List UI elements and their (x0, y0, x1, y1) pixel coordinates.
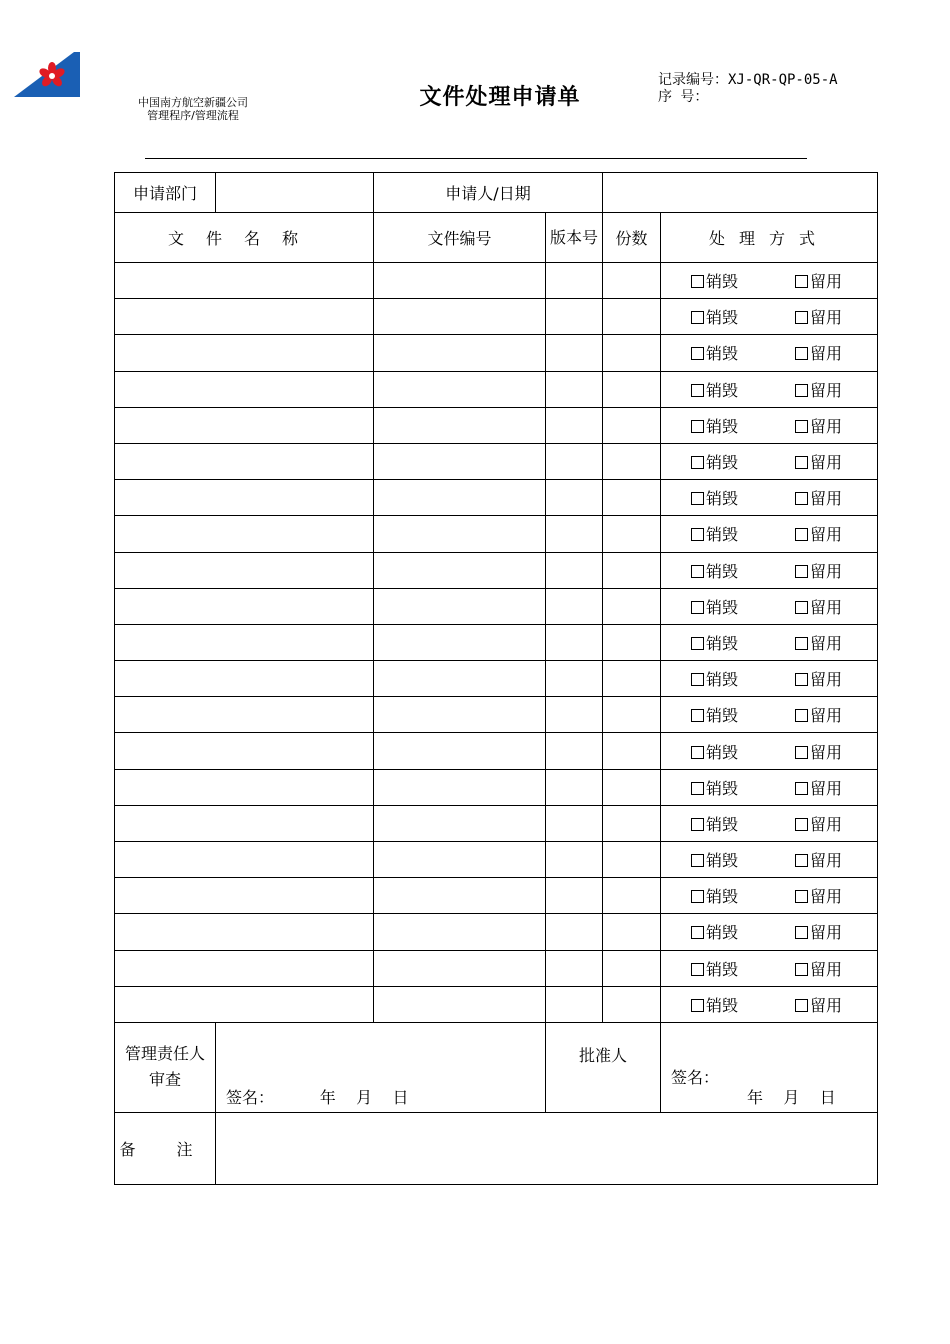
file-name-cell[interactable] (115, 443, 374, 479)
keep-checkbox[interactable] (795, 746, 808, 759)
destroy-label: 销毁 (706, 814, 739, 834)
file-no-cell[interactable] (374, 407, 546, 443)
record-info (658, 72, 838, 106)
version-cell[interactable] (546, 443, 603, 479)
file-name-cell[interactable] (115, 263, 374, 299)
version-cell[interactable] (546, 480, 603, 516)
destroy-label: 销毁 (706, 344, 739, 364)
file-processing-form (114, 172, 878, 1185)
copies-cell[interactable] (603, 516, 661, 552)
file-name-cell[interactable] (115, 335, 374, 371)
company-logo (14, 52, 80, 98)
approver-label: 批准人 (578, 1045, 627, 1065)
version-cell[interactable] (546, 805, 603, 841)
apply-dept-label: 申请部门 (115, 173, 216, 213)
keep-option[interactable] (795, 381, 842, 400)
destroy-label: 销毁 (706, 706, 739, 726)
destroy-checkbox[interactable] (691, 637, 704, 650)
file-row (115, 371, 878, 407)
keep-checkbox[interactable] (795, 601, 808, 614)
keep-option[interactable] (795, 489, 842, 508)
destroy-label: 销毁 (706, 597, 739, 617)
keep-checkbox[interactable] (795, 926, 808, 939)
destroy-checkbox[interactable] (691, 601, 704, 614)
keep-option[interactable] (795, 562, 842, 581)
version-cell[interactable] (546, 588, 603, 624)
page-title: 文件处理申请单 (419, 85, 581, 110)
keep-label: 留用 (810, 959, 843, 979)
method-cell (661, 805, 878, 841)
destroy-label: 销毁 (706, 416, 739, 436)
keep-option[interactable] (795, 525, 842, 544)
method-cell (661, 914, 878, 950)
keep-option[interactable] (795, 272, 842, 291)
version-cell[interactable] (546, 986, 603, 1022)
review-label: 管理责任人审查 (115, 1022, 216, 1112)
destroy-checkbox[interactable] (691, 311, 704, 324)
file-row (115, 516, 878, 552)
copies-cell[interactable] (603, 805, 661, 841)
copies-cell[interactable] (603, 443, 661, 479)
header-rule (145, 158, 807, 159)
version-cell[interactable] (546, 661, 603, 697)
file-no-cell[interactable] (374, 986, 546, 1022)
file-row (115, 697, 878, 733)
copies-cell[interactable] (603, 769, 661, 805)
keep-checkbox[interactable] (795, 709, 808, 722)
destroy-option[interactable] (661, 703, 795, 726)
version-cell[interactable] (546, 299, 603, 335)
file-no-cell[interactable] (374, 842, 546, 878)
file-row (115, 769, 878, 805)
file-name-cell[interactable] (115, 371, 374, 407)
method-cell (661, 697, 878, 733)
keep-checkbox[interactable] (795, 311, 808, 324)
review-sign-field[interactable] (216, 1022, 546, 1112)
keep-checkbox[interactable] (795, 420, 808, 433)
keep-label: 留用 (810, 814, 843, 834)
version-cell[interactable] (546, 697, 603, 733)
file-name-cell[interactable] (115, 661, 374, 697)
keep-label: 留用 (810, 742, 843, 762)
file-name-cell[interactable] (115, 950, 374, 986)
keep-checkbox[interactable] (795, 384, 808, 397)
file-no-cell[interactable] (374, 733, 546, 769)
version-cell[interactable] (546, 769, 603, 805)
keep-label: 留用 (810, 380, 843, 400)
keep-checkbox[interactable] (795, 999, 808, 1012)
keep-option[interactable] (795, 743, 842, 762)
destroy-label: 销毁 (706, 525, 739, 545)
file-name-cell[interactable] (115, 878, 374, 914)
file-row (115, 588, 878, 624)
approver-sign-field[interactable] (661, 1022, 878, 1112)
keep-label: 留用 (810, 995, 843, 1015)
destroy-option[interactable] (661, 559, 795, 582)
file-row (115, 624, 878, 660)
copies-cell[interactable] (603, 552, 661, 588)
destroy-option[interactable] (661, 920, 795, 943)
file-no-cell[interactable] (374, 443, 546, 479)
destroy-checkbox[interactable] (691, 420, 704, 433)
destroy-checkbox[interactable] (691, 782, 704, 795)
keep-label: 留用 (810, 923, 843, 943)
remark-label: 备 注 (115, 1112, 216, 1184)
applicant-date-field[interactable] (603, 173, 878, 213)
keep-label: 留用 (810, 453, 843, 473)
copies-cell[interactable] (603, 950, 661, 986)
keep-label: 留用 (810, 706, 843, 726)
destroy-checkbox[interactable] (691, 818, 704, 831)
method-cell (661, 842, 878, 878)
file-name-cell[interactable] (115, 733, 374, 769)
file-row (115, 263, 878, 299)
file-no-cell[interactable] (374, 624, 546, 660)
file-no-cell[interactable] (374, 516, 546, 552)
file-row (115, 443, 878, 479)
copies-cell[interactable] (603, 263, 661, 299)
version-cell[interactable] (546, 624, 603, 660)
keep-label: 留用 (810, 344, 843, 364)
copies-cell[interactable] (603, 480, 661, 516)
keep-checkbox[interactable] (795, 890, 808, 903)
keep-option[interactable] (795, 960, 842, 979)
keep-option[interactable] (795, 634, 842, 653)
destroy-option[interactable] (661, 740, 795, 763)
copies-cell[interactable] (603, 733, 661, 769)
version-cell[interactable] (546, 842, 603, 878)
file-row (115, 914, 878, 950)
file-no-cell[interactable] (374, 769, 546, 805)
destroy-option[interactable] (661, 812, 795, 835)
file-name-cell[interactable] (115, 842, 374, 878)
destroy-label: 销毁 (706, 453, 739, 473)
file-no-cell[interactable] (374, 371, 546, 407)
version-cell[interactable] (546, 552, 603, 588)
version-cell[interactable] (546, 263, 603, 299)
company-line-1: 中国南方航空新疆公司 (138, 96, 248, 109)
keep-option[interactable] (795, 923, 842, 942)
destroy-label: 销毁 (706, 489, 739, 509)
destroy-checkbox[interactable] (691, 926, 704, 939)
destroy-option[interactable] (661, 522, 795, 545)
col-version: 版本号 (546, 213, 603, 263)
keep-option[interactable] (795, 308, 842, 327)
method-cell (661, 335, 878, 371)
file-row (115, 842, 878, 878)
col-file-name: 文件名称 (115, 213, 374, 263)
method-cell (661, 371, 878, 407)
copies-cell[interactable] (603, 299, 661, 335)
file-name-cell[interactable] (115, 914, 374, 950)
file-name-cell[interactable] (115, 624, 374, 660)
copies-cell[interactable] (603, 986, 661, 1022)
keep-label: 留用 (810, 670, 843, 690)
approver-date: 年 月 日 (747, 1087, 836, 1107)
destroy-label: 销毁 (706, 778, 739, 798)
destroy-checkbox[interactable] (691, 492, 704, 505)
company-name (128, 96, 258, 122)
file-name-cell[interactable] (115, 480, 374, 516)
approver-label-cell (546, 1022, 661, 1112)
file-no-cell[interactable] (374, 950, 546, 986)
file-no-cell[interactable] (374, 661, 546, 697)
destroy-option[interactable] (661, 667, 795, 690)
col-file-no: 文件编号 (374, 213, 546, 263)
destroy-option[interactable] (661, 378, 795, 401)
destroy-option[interactable] (661, 776, 795, 799)
keep-checkbox[interactable] (795, 275, 808, 288)
method-cell (661, 624, 878, 660)
version-cell[interactable] (546, 950, 603, 986)
version-cell[interactable] (546, 878, 603, 914)
keep-option[interactable] (795, 670, 842, 689)
destroy-checkbox[interactable] (691, 528, 704, 541)
file-name-cell[interactable] (115, 299, 374, 335)
destroy-option[interactable] (661, 450, 795, 473)
method-cell (661, 878, 878, 914)
destroy-option[interactable] (661, 269, 795, 292)
file-row (115, 661, 878, 697)
destroy-label: 销毁 (706, 561, 739, 581)
destroy-label: 销毁 (706, 633, 739, 653)
keep-label: 留用 (810, 851, 843, 871)
destroy-checkbox[interactable] (691, 854, 704, 867)
destroy-label: 销毁 (706, 959, 739, 979)
file-no-cell[interactable] (374, 299, 546, 335)
destroy-checkbox[interactable] (691, 673, 704, 686)
keep-option[interactable] (795, 887, 842, 906)
file-no-cell[interactable] (374, 697, 546, 733)
method-cell (661, 443, 878, 479)
keep-label: 留用 (810, 778, 843, 798)
destroy-label: 销毁 (706, 851, 739, 871)
keep-option[interactable] (795, 706, 842, 725)
copies-cell[interactable] (603, 371, 661, 407)
keep-option[interactable] (795, 417, 842, 436)
serial-number: 序 号： (658, 89, 709, 105)
keep-option[interactable] (795, 996, 842, 1015)
keep-option[interactable] (795, 851, 842, 870)
file-row (115, 733, 878, 769)
apply-dept-field[interactable] (216, 173, 374, 213)
destroy-checkbox[interactable] (691, 999, 704, 1012)
destroy-checkbox[interactable] (691, 384, 704, 397)
keep-checkbox[interactable] (795, 782, 808, 795)
method-cell (661, 263, 878, 299)
col-copies: 份数 (603, 213, 661, 263)
keep-option[interactable] (795, 779, 842, 798)
company-line-2: 管理程序/管理流程 (147, 109, 239, 122)
destroy-option[interactable] (661, 884, 795, 907)
destroy-label: 销毁 (706, 995, 739, 1015)
file-name-cell[interactable] (115, 407, 374, 443)
method-cell (661, 769, 878, 805)
file-row (115, 480, 878, 516)
copies-cell[interactable] (603, 624, 661, 660)
method-cell (661, 516, 878, 552)
keep-checkbox[interactable] (795, 637, 808, 650)
keep-checkbox[interactable] (795, 854, 808, 867)
copies-cell[interactable] (603, 661, 661, 697)
destroy-option[interactable] (661, 595, 795, 618)
method-cell (661, 480, 878, 516)
col-method: 处理方式 (661, 213, 878, 263)
keep-option[interactable] (795, 598, 842, 617)
destroy-label: 销毁 (706, 887, 739, 907)
destroy-checkbox[interactable] (691, 709, 704, 722)
remark-field[interactable] (216, 1112, 878, 1184)
file-row (115, 950, 878, 986)
version-cell[interactable] (546, 371, 603, 407)
keep-label: 留用 (810, 633, 843, 653)
file-name-cell[interactable] (115, 986, 374, 1022)
file-row (115, 552, 878, 588)
file-name-cell[interactable] (115, 769, 374, 805)
copies-cell[interactable] (603, 588, 661, 624)
destroy-option[interactable] (661, 631, 795, 654)
method-cell (661, 950, 878, 986)
version-cell[interactable] (546, 516, 603, 552)
keep-option[interactable] (795, 453, 842, 472)
keep-label: 留用 (810, 525, 843, 545)
keep-label: 留用 (810, 272, 843, 292)
destroy-option[interactable] (661, 957, 795, 980)
keep-checkbox[interactable] (795, 963, 808, 976)
destroy-checkbox[interactable] (691, 746, 704, 759)
file-no-cell[interactable] (374, 335, 546, 371)
destroy-option[interactable] (661, 848, 795, 871)
keep-label: 留用 (810, 489, 843, 509)
keep-label: 留用 (810, 416, 843, 436)
keep-label: 留用 (810, 561, 843, 581)
file-no-cell[interactable] (374, 878, 546, 914)
destroy-checkbox[interactable] (691, 565, 704, 578)
destroy-checkbox[interactable] (691, 456, 704, 469)
destroy-checkbox[interactable] (691, 347, 704, 360)
record-number: 记录编号：XJ-QR-QP-05-A (658, 72, 838, 88)
file-name-cell[interactable] (115, 552, 374, 588)
copies-cell[interactable] (603, 914, 661, 950)
file-name-cell[interactable] (115, 516, 374, 552)
applicant-date-label: 申请人/日期 (374, 173, 603, 213)
destroy-option[interactable] (661, 486, 795, 509)
version-cell[interactable] (546, 733, 603, 769)
keep-label: 留用 (810, 308, 843, 328)
destroy-option[interactable] (661, 414, 795, 437)
method-cell (661, 986, 878, 1022)
destroy-label: 销毁 (706, 272, 739, 292)
destroy-label: 销毁 (706, 380, 739, 400)
destroy-label: 销毁 (706, 670, 739, 690)
file-row (115, 407, 878, 443)
version-cell[interactable] (546, 335, 603, 371)
keep-checkbox[interactable] (795, 347, 808, 360)
file-no-cell[interactable] (374, 263, 546, 299)
file-name-cell[interactable] (115, 588, 374, 624)
copies-cell[interactable] (603, 697, 661, 733)
copies-cell[interactable] (603, 878, 661, 914)
destroy-checkbox[interactable] (691, 275, 704, 288)
keep-checkbox[interactable] (795, 456, 808, 469)
destroy-option[interactable] (661, 341, 795, 364)
file-no-cell[interactable] (374, 552, 546, 588)
keep-label: 留用 (810, 597, 843, 617)
approver-sign-label: 签名： (671, 1067, 720, 1087)
copies-cell[interactable] (603, 407, 661, 443)
file-no-cell[interactable] (374, 588, 546, 624)
keep-checkbox[interactable] (795, 673, 808, 686)
file-row (115, 878, 878, 914)
destroy-label: 销毁 (706, 742, 739, 762)
method-cell (661, 588, 878, 624)
method-cell (661, 552, 878, 588)
keep-label: 留用 (810, 887, 843, 907)
file-name-cell[interactable] (115, 697, 374, 733)
file-no-cell[interactable] (374, 914, 546, 950)
keep-option[interactable] (795, 815, 842, 834)
keep-checkbox[interactable] (795, 818, 808, 831)
file-row (115, 986, 878, 1022)
copies-cell[interactable] (603, 335, 661, 371)
file-row (115, 299, 878, 335)
destroy-label: 销毁 (706, 308, 739, 328)
destroy-checkbox[interactable] (691, 963, 704, 976)
keep-checkbox[interactable] (795, 528, 808, 541)
destroy-option[interactable] (661, 993, 795, 1016)
method-cell (661, 299, 878, 335)
file-row (115, 335, 878, 371)
destroy-option[interactable] (661, 305, 795, 328)
keep-checkbox[interactable] (795, 565, 808, 578)
file-no-cell[interactable] (374, 480, 546, 516)
method-cell (661, 661, 878, 697)
file-name-cell[interactable] (115, 805, 374, 841)
file-row (115, 805, 878, 841)
method-cell (661, 733, 878, 769)
keep-checkbox[interactable] (795, 492, 808, 505)
review-sign-line: 签名： 年 月 日 (226, 1087, 409, 1107)
keep-option[interactable] (795, 344, 842, 363)
destroy-label: 销毁 (706, 923, 739, 943)
destroy-checkbox[interactable] (691, 890, 704, 903)
version-cell[interactable] (546, 914, 603, 950)
file-no-cell[interactable] (374, 805, 546, 841)
version-cell[interactable] (546, 407, 603, 443)
copies-cell[interactable] (603, 842, 661, 878)
method-cell (661, 407, 878, 443)
